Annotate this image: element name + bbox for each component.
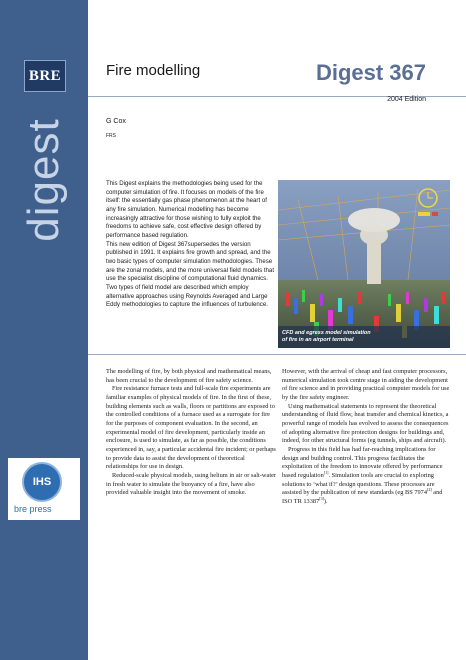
airport-fire-simulation-image [278, 180, 450, 348]
body-paragraph: The modelling of fire, by both physical and mathematical means, has been crucial to the development of fire safety science. [106, 368, 272, 384]
edition-label: 2004 Edition [387, 96, 426, 103]
digest-number: Digest 367 [315, 60, 426, 85]
reference-marker: [1] [323, 469, 329, 475]
page-title: Fire modelling [106, 62, 201, 79]
body-paragraph: Progress in this field has had far-reaching implications for design and building control. This progress facilitates the exploitation of the freedom to innovate offered by performance based regulation[1]. Simulation tools are crucial to exploring solutions to ‘what if?’ design questions. These processes are assisted by the publication of new standards (eg BS 7974[2] and ISO TR 13387[3]). [282, 445, 443, 505]
ihs-logo-panel [8, 458, 80, 520]
reference-marker: [3] [319, 495, 324, 501]
body-column-right [282, 368, 452, 507]
intro-paragraph: This Digest explains the methodologies being used for the computer simulation of fire. It focuses on models of the fire itself: the essentially gas phase phenomenon at the heart of any fire simulation. Numerical modelling has become increasingly attractive for those wishing to fully exploit the freedoms to achieve safe, cost effective design offered by performance based regulation. [106, 180, 267, 239]
simulation-illustration [278, 180, 450, 348]
reference-marker: [2] [427, 487, 432, 493]
ihs-logo-icon: IHS [22, 462, 62, 502]
body-column-left [106, 368, 276, 498]
author-credentials: FRS [106, 133, 116, 139]
figure-caption: CFD and egress model simulation of fire in an airport terminal [282, 330, 371, 343]
bre-logo: BRE [24, 60, 66, 92]
body-paragraph: Fire resistance furnace tests and full-scale fire experiments are familiar examples of physical models of fire. In the first of these, building elements such as walls, floors or partitions are exposed to the controlled conditions of a furnace used as a surrogate for fire for the purposes of component evaluation. In the second, an experimental model of fire development, particularly inside an enclosure, is used to simulate, as far as possible, the conditions experienced in, say, a particular accidental fire incident; or perhaps to provide data to assist the development of theoretical relationships for use in design. [106, 385, 276, 471]
intro-text [106, 180, 274, 310]
sidebar [0, 0, 88, 660]
author-name: G Cox [106, 118, 126, 125]
digest-vertical-wordmark: digest [19, 118, 68, 242]
bre-press-label: bre press [14, 504, 52, 514]
section-divider [88, 354, 466, 355]
body-paragraph: Using mathematical statements to represent the theoretical understanding of fluid flow, heat transfer and chemical kinetics, a powerful range of models has evolved to assess the consequences of adopting alternative fire protection designs for buildings and, indeed, for other structural forms (eg tunnels, ships and aircraft). [282, 402, 449, 445]
body-paragraph: However, with the arrival of cheap and fast computer processors, numerical simulation took centre stage in aiding the development of fire science and in providing practical computer models for use by the fire safety engineer. [282, 368, 450, 401]
body-paragraph: Reduced-scale physical models, using helium in air or salt-water in fresh water to simulate the buoyancy of a fire, have also provided valuable insight into the movement of smoke. [106, 471, 277, 497]
intro-paragraph: This new edition of Digest 367supersedes the version published in 1991. It explains fire growth and spread, and the two basic types of computer simulation methodologies. These are the zonal models, and the more universal field models that use the specialist discipline of computational fluid dynamics. Two types of field model are described which employ alternative approaches using Reynolds Averaged and Large Eddy methodologies to capture the influences of turbulence. [106, 240, 275, 309]
